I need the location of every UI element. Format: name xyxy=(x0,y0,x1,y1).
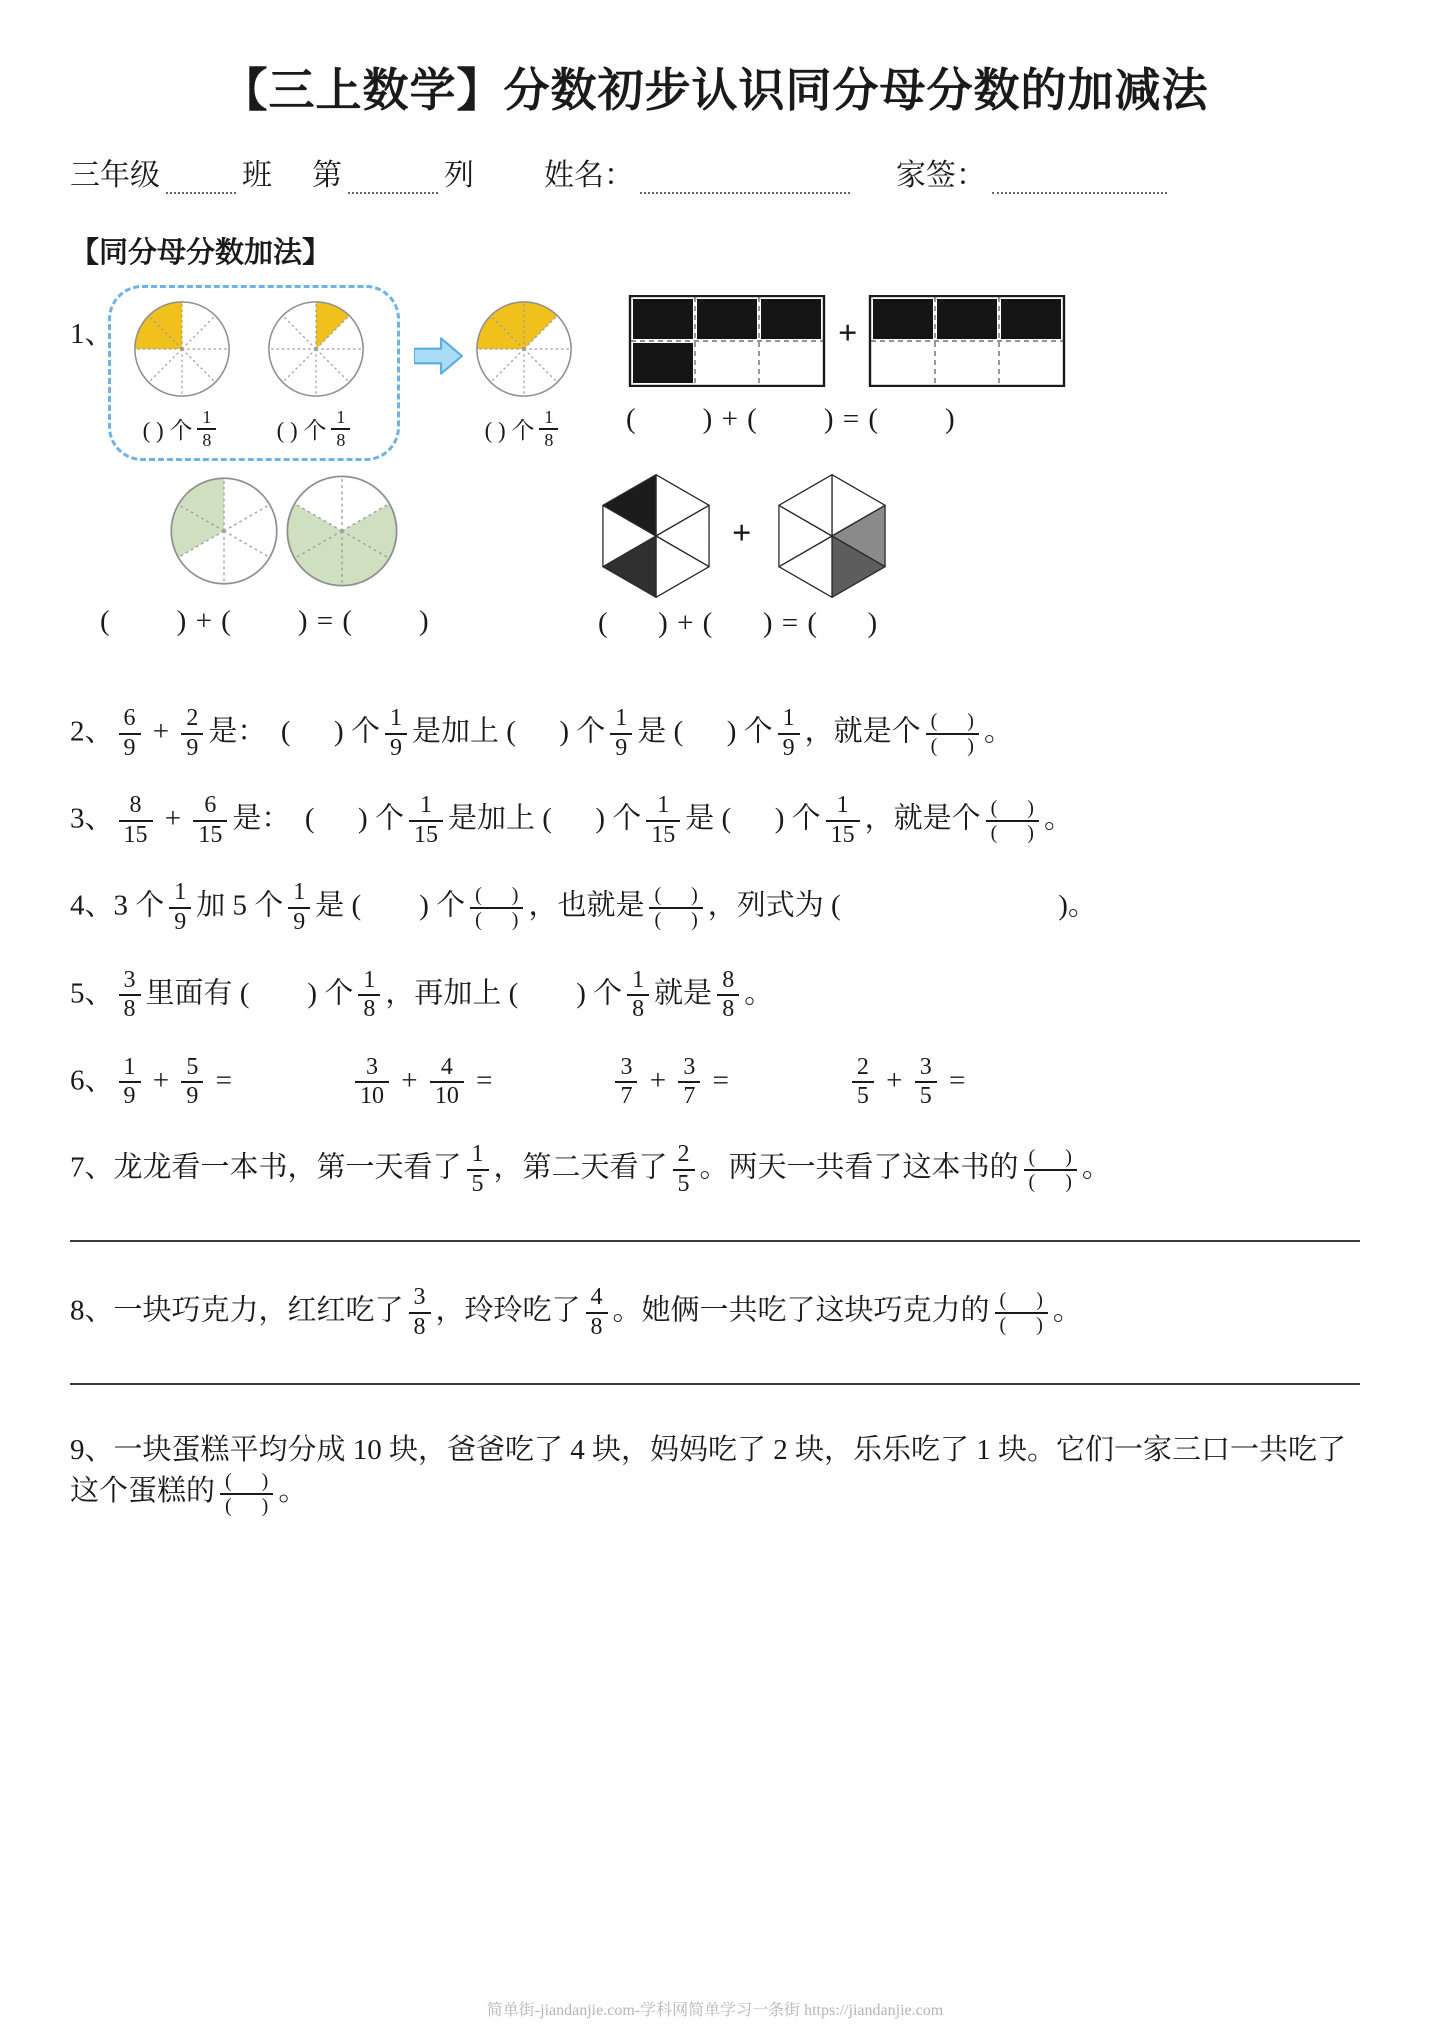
plus-sign: + xyxy=(732,515,752,552)
question-1 xyxy=(70,283,1360,675)
hexagon-fraction-chart-1 xyxy=(586,471,726,601)
text-run: 4、3 个 xyxy=(70,889,165,922)
pie-1-caption[interactable] xyxy=(127,407,237,450)
rect-fraction-chart-1 xyxy=(628,295,826,387)
text-run: 是加上 ( ) 个 xyxy=(447,802,642,835)
fraction: $\frac{1}{8}$ xyxy=(197,407,216,450)
fraction: $\frac{4}{8}$ xyxy=(586,1284,608,1341)
fraction: $\frac{3}{8}$ xyxy=(119,967,141,1024)
plus-sign: + xyxy=(838,315,858,352)
text-run: ，第二天看了 xyxy=(493,1151,668,1184)
text-run: 。 xyxy=(983,715,1013,748)
text-run: 里面有 ( ) 个 xyxy=(145,976,354,1009)
text-run: 5、 xyxy=(70,976,114,1009)
pie-eighths-chart-1 xyxy=(132,299,232,399)
pie-eighths-result-chart xyxy=(474,299,574,399)
student-info-row xyxy=(70,150,1360,194)
blank-fraction-answer[interactable]: $\frac{( )}{( )}$ xyxy=(926,710,979,758)
text-run: ( ) 个 xyxy=(276,418,327,444)
text-run: 。两天一共看了这本书的 xyxy=(699,1151,1019,1184)
blank-fraction-answer[interactable]: $\frac{( )}{( )}$ xyxy=(220,1470,273,1518)
question-6 xyxy=(70,1054,1360,1111)
question-2 xyxy=(70,705,1360,762)
text-run: = xyxy=(941,1064,966,1096)
pie-sixths-chart-1 xyxy=(168,475,280,587)
fraction: $\frac{3}{10}$ xyxy=(355,1054,389,1111)
text-run: 9、一块蛋糕平均分成 10 块，爸爸吃了 4 块，妈妈吃了 2 块，乐乐吃了 1 块。它们一家三口一共吃了这个蛋糕的 xyxy=(70,1434,1347,1508)
text-run: ，就是个 xyxy=(804,715,921,748)
section-addition-title: 【同分母分数加法】 xyxy=(70,237,332,269)
pie-result-caption[interactable] xyxy=(469,407,579,450)
pie-sixths-chart-2 xyxy=(284,473,400,589)
text-run: ，就是个 xyxy=(864,802,981,835)
text-run: = xyxy=(208,1064,232,1096)
text-run: 是： ( ) 个 xyxy=(232,802,404,835)
fraction: $\frac{3}{8}$ xyxy=(409,1284,431,1341)
text-run: + xyxy=(393,1064,425,1096)
fraction: $\frac{1}{9}$ xyxy=(288,879,310,936)
hex-answer-blanks[interactable]: ( ) + ( ) = ( ) xyxy=(598,607,879,639)
fraction: $\frac{4}{10}$ xyxy=(430,1054,464,1111)
question-8 xyxy=(70,1284,1360,1341)
text-run: 。 xyxy=(1052,1294,1082,1327)
blank-fraction-answer[interactable]: $\frac{( )}{( )}$ xyxy=(649,884,702,932)
fraction: $\frac{1}{8}$ xyxy=(331,407,350,450)
column-suffix-label: 列 xyxy=(444,159,474,192)
text-run: + xyxy=(145,1064,177,1096)
family-sign-blank[interactable] xyxy=(992,162,1167,194)
pie-2-caption[interactable] xyxy=(261,407,371,450)
text-run: + xyxy=(642,1064,674,1096)
question-3 xyxy=(70,792,1360,849)
fraction: $\frac{1}{9}$ xyxy=(385,705,407,762)
fraction: $\frac{3}{7}$ xyxy=(678,1054,700,1111)
text-run: = xyxy=(705,1064,729,1096)
fraction: $\frac{1}{15}$ xyxy=(646,792,680,849)
question-4 xyxy=(70,879,1360,936)
text-run: 8、一块巧克力，红红吃了 xyxy=(70,1294,404,1327)
fraction: $\frac{1}{15}$ xyxy=(826,792,860,849)
pie-eighths-chart-2 xyxy=(266,299,366,399)
question-5 xyxy=(70,967,1360,1024)
name-label: 姓名： xyxy=(544,159,634,192)
arrow-right-icon xyxy=(414,335,464,377)
fraction: $\frac{1}{8}$ xyxy=(358,967,380,1024)
fraction: $\frac{1}{8}$ xyxy=(627,967,649,1024)
text-run: 7、龙龙看一本书，第一天看了 xyxy=(70,1151,462,1184)
grade-label: 三年级 xyxy=(70,159,160,192)
question-9 xyxy=(70,1427,1360,1517)
text-run: 。 xyxy=(744,976,774,1009)
fraction: $\frac{1}{15}$ xyxy=(409,792,443,849)
sign-label: 家签： xyxy=(896,159,986,192)
name-blank[interactable] xyxy=(640,162,850,194)
fraction: $\frac{6}{15}$ xyxy=(193,792,227,849)
text-run: 就是 xyxy=(654,976,713,1009)
fraction: $\frac{1}{8}$ xyxy=(539,407,558,450)
text-run: = xyxy=(468,1064,493,1096)
text-run: ( ) 个 xyxy=(484,418,535,444)
class-number-blank[interactable] xyxy=(166,162,236,194)
rect-answer-blanks[interactable]: ( ) + ( ) = ( ) xyxy=(626,403,956,435)
text-run: + xyxy=(878,1064,910,1096)
rect-fraction-chart-2 xyxy=(868,295,1066,387)
text-run: ，也就是 xyxy=(528,889,645,922)
fraction: $\frac{1}{9}$ xyxy=(778,705,800,762)
class-label: 班 xyxy=(242,159,272,192)
page-title: 【三上数学】分数初步认识同分母分数的加减法 xyxy=(221,65,1209,116)
fraction: $\frac{6}{9}$ xyxy=(119,705,141,762)
section-divider xyxy=(70,1240,1360,1242)
text-run: ，列式为 ( )。 xyxy=(707,889,1097,922)
fraction: $\frac{1}{9}$ xyxy=(610,705,632,762)
footer-watermark: 简单街-jiandanjie.com-学科网简单学习一条街 https://jiandanjie.com xyxy=(486,2002,944,2019)
text-run: + xyxy=(145,715,177,748)
text-run: ，再加上 ( ) 个 xyxy=(385,976,623,1009)
text-run: 。 xyxy=(278,1475,308,1508)
section-divider xyxy=(70,1383,1360,1385)
text-run: 是： ( ) 个 xyxy=(208,715,380,748)
text-run: 是 ( ) 个 xyxy=(685,802,821,835)
fraction: $\frac{5}{9}$ xyxy=(181,1054,203,1111)
fraction: $\frac{8}{15}$ xyxy=(119,792,153,849)
blank-fraction-answer[interactable]: $\frac{( )}{( )}$ xyxy=(986,797,1039,845)
text-run: 。 xyxy=(1043,802,1073,835)
fraction: $\frac{1}{5}$ xyxy=(467,1141,489,1198)
column-prefix-label: 第 xyxy=(312,159,342,192)
question-7 xyxy=(70,1141,1360,1198)
text-run: 是 ( ) 个 xyxy=(315,889,466,922)
text-run: 是加上 ( ) 个 xyxy=(411,715,606,748)
text-run: ，玲玲吃了 xyxy=(435,1294,581,1327)
text-run: 6、 xyxy=(70,1064,114,1096)
fraction: $\frac{2}{5}$ xyxy=(852,1054,874,1111)
fraction: $\frac{1}{9}$ xyxy=(119,1054,141,1111)
text-run: 2、 xyxy=(70,715,114,748)
blank-fraction-answer[interactable]: $\frac{( )}{( )}$ xyxy=(1024,1146,1077,1194)
column-number-blank[interactable] xyxy=(348,162,438,194)
text-run: 加 5 个 xyxy=(196,889,284,922)
fraction: $\frac{2}{5}$ xyxy=(673,1141,695,1198)
text-run: 是 ( ) 个 xyxy=(637,715,773,748)
text-run: ( ) 个 xyxy=(142,418,193,444)
hexagon-fraction-chart-2 xyxy=(762,471,902,601)
question-1-number: 1、 xyxy=(70,318,114,350)
blank-fraction-answer[interactable]: $\frac{( )}{( )}$ xyxy=(995,1289,1048,1337)
text-run: 。她俩一共吃了这块巧克力的 xyxy=(612,1294,990,1327)
text-run: + xyxy=(157,802,189,835)
green-answer-blanks[interactable]: ( ) + ( ) = ( ) xyxy=(100,605,430,637)
text-run: 。 xyxy=(1081,1151,1111,1184)
text-run: 3、 xyxy=(70,802,114,835)
fraction: $\frac{2}{9}$ xyxy=(181,705,203,762)
fraction: $\frac{1}{9}$ xyxy=(169,879,191,936)
blank-fraction-answer[interactable]: $\frac{( )}{( )}$ xyxy=(470,884,523,932)
fraction: $\frac{3}{5}$ xyxy=(915,1054,937,1111)
fraction: $\frac{3}{7}$ xyxy=(615,1054,637,1111)
fraction: $\frac{8}{8}$ xyxy=(717,967,739,1024)
